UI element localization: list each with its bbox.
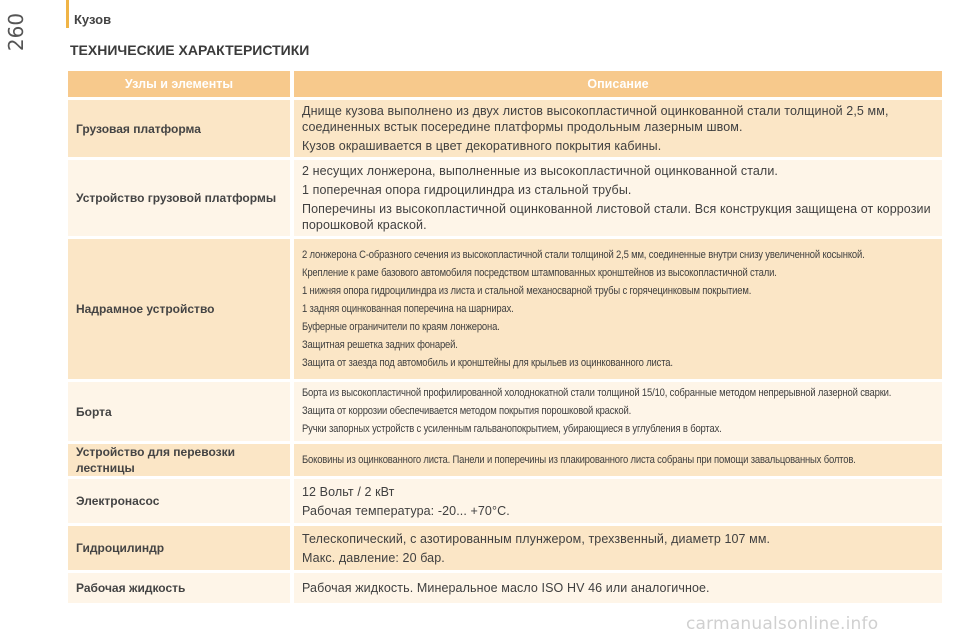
description-paragraph: 1 поперечная опора гидроцилиндра из стальной трубы. <box>302 183 632 197</box>
component-description <box>294 100 942 157</box>
description-paragraph: Макс. давление: 20 бар. <box>302 550 445 565</box>
component-name: Грузовая платформа <box>68 100 294 157</box>
description-paragraph: Кузов окрашивается в цвет декоративного покрытия кабины. <box>302 139 662 153</box>
table-row <box>68 444 942 476</box>
component-description <box>294 479 942 523</box>
description-paragraph: 2 несущих лонжерона, выполненные из высокопластичной оцинкованной стали. <box>302 164 778 178</box>
section-accent-bar <box>66 0 69 28</box>
specifications-table <box>68 68 942 606</box>
description-paragraph: Рабочая жидкость. Минеральное масло ISO HV 46 или аналогичное. <box>302 581 710 595</box>
description-paragraph: 2 лонжерона С-образного сечения из высокопластичной стали толщиной 2,5 мм, соединенные внутри снизу увеличенной косынкой. <box>302 248 865 261</box>
document-title: ТЕХНИЧЕСКИЕ ХАРАКТЕРИСТИКИ <box>70 42 310 58</box>
description-paragraph: Защита от коррозии обеспечивается методом покрытия порошковой краской. <box>302 405 632 417</box>
table-row <box>68 239 942 379</box>
component-name: Гидроцилиндр <box>68 526 294 570</box>
watermark: carmanualsonline.info <box>686 614 879 634</box>
description-paragraph: Борта из высокопластичной профилированной холоднокатной стали толщиной 15/10, собранные методом непрерывной лазерной сварки. <box>302 387 892 399</box>
table-row <box>68 479 942 523</box>
column-header-components: Узлы и элементы <box>68 71 294 97</box>
table-row <box>68 526 942 570</box>
description-paragraph: Ручки запорных устройств с усиленным гальванопокрытием, убирающиеся в углубления в бортах. <box>302 423 722 435</box>
component-name: Устройство грузовой платформы <box>68 160 294 236</box>
section-title: Кузов <box>74 12 112 27</box>
component-description <box>294 444 942 476</box>
component-name: Устройство для перевозки лестницы <box>68 444 294 476</box>
component-description <box>294 160 942 236</box>
description-paragraph: Рабочая температура: -20... +70°C. <box>302 503 510 518</box>
description-paragraph: Днище кузова выполнено из двух листов высокопластичной оцинкованной стали толщиной 2,5 мм, соединенных встык посередине платформы продольным лазерным швом. <box>302 104 889 134</box>
description-paragraph: Поперечины из высокопластичной оцинкованной листовой стали. Вся конструкция защищена от коррозии порошковой краской. <box>302 202 931 232</box>
component-name: Борта <box>68 382 294 441</box>
component-name: Рабочая жидкость <box>68 573 294 603</box>
description-paragraph: Буферные ограничители по краям лонжерона. <box>302 320 500 333</box>
component-description <box>294 573 942 603</box>
description-paragraph: 1 нижняя опора гидроцилиндра из листа и стальной механосварной трубы с горячецинковым покрытием. <box>302 284 752 297</box>
description-paragraph: 1 задняя оцинкованная поперечина на шарнирах. <box>302 302 514 315</box>
description-paragraph: Защита от заезда под автомобиль и кронштейны для крыльев из оцинкованного листа. <box>302 356 673 369</box>
component-description <box>294 526 942 570</box>
table-row <box>68 160 942 236</box>
page-number: 260 <box>4 12 28 52</box>
component-description <box>294 382 942 441</box>
description-paragraph: Боковины из оцинкованного листа. Панели и поперечины из плакированного листа собраны при помощи завальцованных болтов. <box>302 453 856 466</box>
component-name: Надрамное устройство <box>68 239 294 379</box>
table-body <box>68 100 942 603</box>
component-description <box>294 239 942 379</box>
table-row <box>68 382 942 441</box>
component-name: Электронасос <box>68 479 294 523</box>
table-header-row <box>68 71 942 97</box>
description-paragraph: Телескопический, с азотированным плунжером, трехзвенный, диаметр 107 мм. <box>302 531 771 546</box>
description-paragraph: Крепление к раме базового автомобиля посредством штампованных кронштейнов из высокопластичной стали. <box>302 266 777 279</box>
table-row <box>68 573 942 603</box>
description-paragraph: Защитная решетка задних фонарей. <box>302 338 458 351</box>
description-paragraph: 12 Вольт / 2 кВт <box>302 484 395 499</box>
table-row <box>68 100 942 157</box>
column-header-description: Описание <box>294 71 942 97</box>
